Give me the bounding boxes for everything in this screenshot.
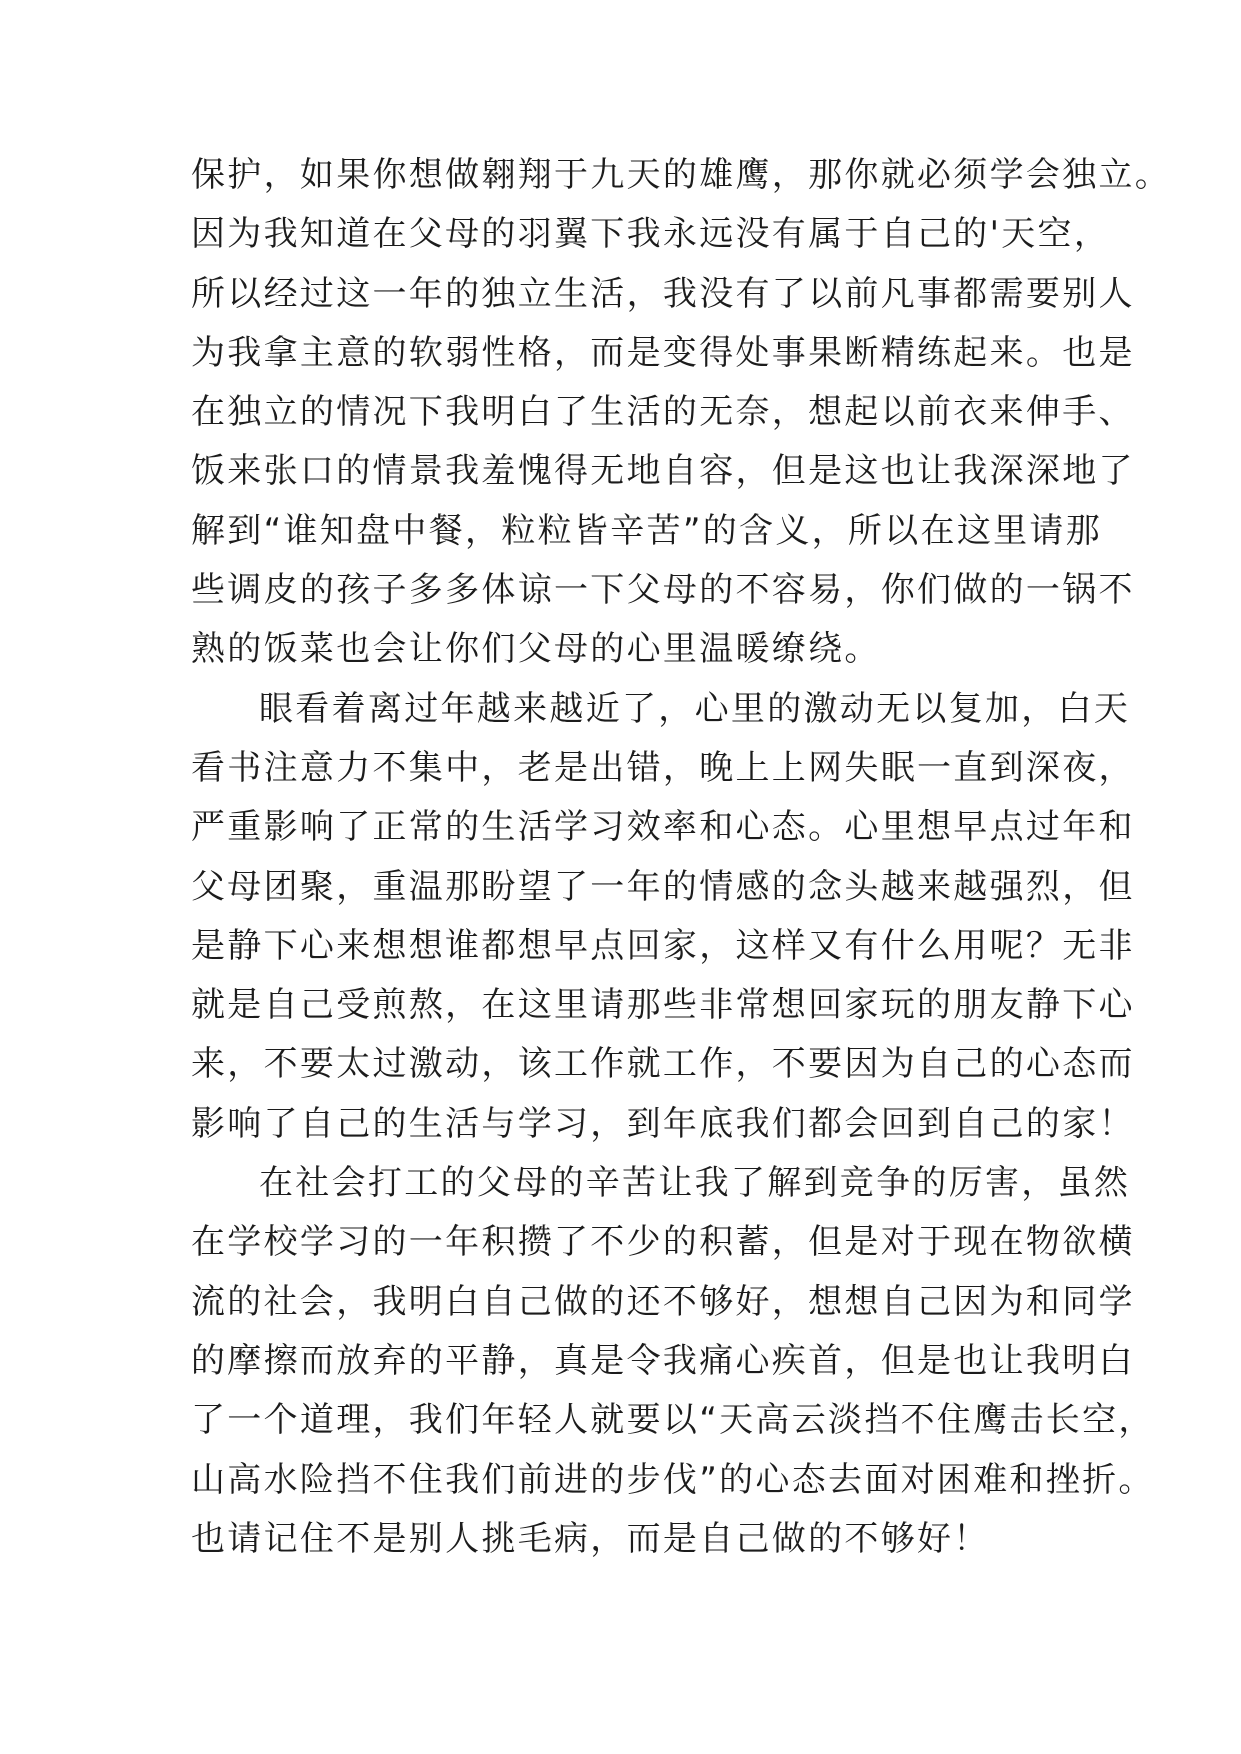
text-line: 保护，如果你想做翱翔于九天的雄鹰，那你就必须学会独立。: [191, 155, 1172, 195]
text-line: 是静下心来想想谁都想早点回家，这样又有什么用呢？无非: [191, 925, 1135, 966]
paragraph-first-line: 眼看着离过年越来越近了，心里的激动无以复加，白天: [259, 688, 1131, 729]
body-text: [191, 155, 1172, 1578]
text-line: 也请记住不是别人挑毛病，而是自己做的不够好！: [191, 1518, 990, 1559]
text-line: 严重影响了正常的生活学习效率和心态。心里想早点过年和: [191, 807, 1135, 848]
text-line: 因为我知道在父母的羽翼下我永远没有属于自己的'天空，: [191, 214, 1111, 255]
text-line: 熟的饭菜也会让你们父母的心里温暖缭绕。: [191, 629, 881, 670]
text-line: 流的社会，我明白自己做的还不够好，想想自己因为和同学: [191, 1281, 1135, 1322]
text-line: 影响了自己的生活与学习，到年底我们都会回到自己的家！: [191, 1103, 1135, 1144]
text-line: 饭来张口的情景我羞愧得无地自容，但是这也让我深深地了: [191, 451, 1135, 492]
text-line: 看书注意力不集中，老是出错，晚上上网失眠一直到深夜，: [191, 747, 1135, 788]
text-line: 来，不要太过激动，该工作就工作，不要因为自己的心态而: [191, 1044, 1135, 1085]
text-line: 就是自己受煎熬，在这里请那些非常想回家玩的朋友静下心: [191, 985, 1135, 1026]
text-line: 在独立的情况下我明白了生活的无奈，想起以前衣来伸手、: [191, 392, 1135, 433]
text-line: 山高水险挡不住我们前进的步伐”的心态去面对困难和挫折。: [191, 1459, 1155, 1500]
text-line: 在学校学习的一年积攒了不少的积蓄，但是对于现在物欲横: [191, 1222, 1135, 1263]
paragraph-first-line: 在社会打工的父母的辛苦让我了解到竞争的厉害，虽然: [259, 1163, 1131, 1204]
text-line: 为我拿主意的软弱性格，而是变得处事果断精练起来。也是: [191, 332, 1135, 373]
text-line: 解到“谁知盘中餐，粒粒皆辛苦”的含义，所以在这里请那: [191, 510, 1103, 551]
text-line: 的摩擦而放弃的平静，真是令我痛心疾首，但是也让我明白: [191, 1340, 1135, 1381]
text-line: 了一个道理，我们年轻人就要以“天高云淡挡不住鹰击长空，: [191, 1400, 1155, 1441]
text-line: 父母团聚，重温那盼望了一年的情感的念头越来越强烈，但: [191, 866, 1135, 907]
text-line: 些调皮的孩子多多体谅一下父母的不容易，你们做的一锅不: [191, 570, 1135, 611]
text-line: 所以经过这一年的独立生活，我没有了以前凡事都需要别人: [191, 273, 1135, 314]
